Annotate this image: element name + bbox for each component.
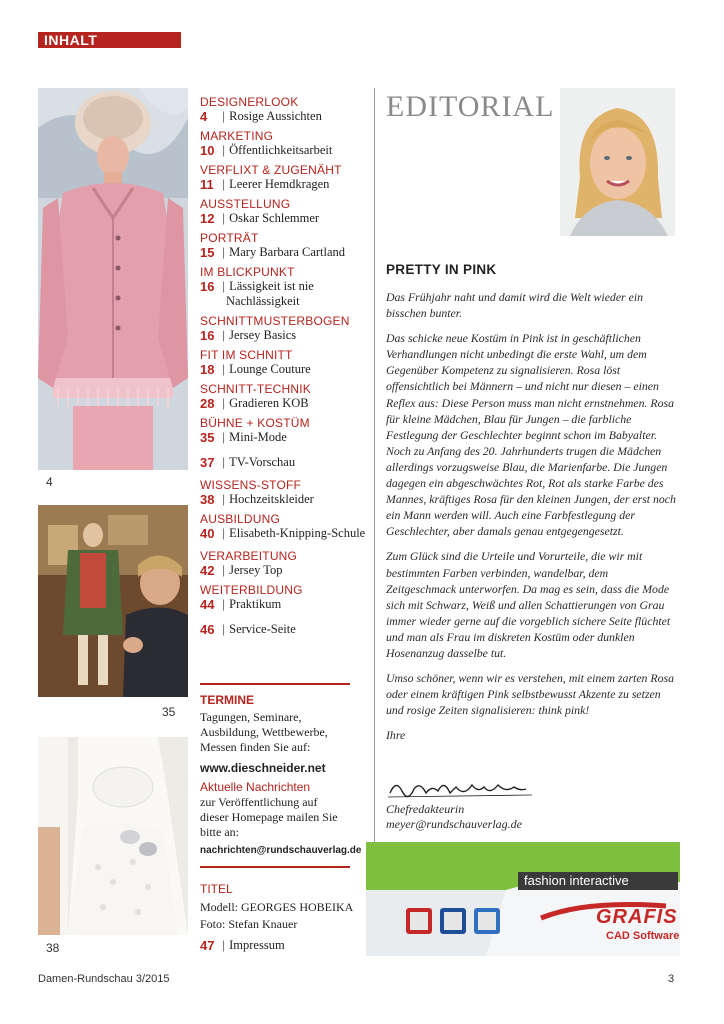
table-of-contents (200, 95, 370, 642)
toc-category: SCHNITTMUSTERBOGEN (200, 314, 350, 328)
paragraph: Das Frühjahr naht und damit wird die Welt wieder ein bisschen bunter. (386, 290, 644, 321)
toc-title: Gradieren KOB (229, 396, 309, 410)
toc-entry[interactable]: BÜHNE + KOSTÜM 35 | Mini-Mode (200, 416, 370, 445)
toc-entry[interactable]: SCHNITT-TECHNIK 28 | Gradieren KOB (200, 382, 370, 411)
paragraph: Zum Glück sind die Urteile und Vorurteile, die wir mit bestimmten Farben verbinden, wandelbar, dem Zeitgeschmack unterworfen. Da mag es sein, dass die Mode sich mit Schwarz, Weiß und allen Schattierungen von Grau immer wieder gerne auf die vorgeblich sichere Seite flüchtet und man als Frau im diskreten Kostüm oder dunklen Hosenanzug dasselbe tut. (386, 549, 671, 660)
toc-category: BÜHNE + KOSTÜM (200, 416, 310, 430)
editor-email-link[interactable]: meyer@rundschauverlag.de (386, 817, 523, 831)
toc-title: Mary Barbara Cartland (229, 245, 346, 259)
toc-title: Mini-Mode (229, 430, 287, 444)
toc-entry[interactable]: FIT IM SCHNITT 18 | Lounge Couture (200, 348, 370, 377)
toc-title: Lounge Couture (229, 362, 311, 376)
toc-category: PORTRÄT (200, 231, 259, 245)
editorial-headline: PRETTY IN PINK (386, 262, 497, 277)
toc-title-continued: Nachlässigkeit (226, 294, 300, 308)
toc-page-number: 42 (200, 563, 215, 578)
toc-category: SCHNITT-TECHNIK (200, 382, 311, 396)
titel-heading: TITEL (200, 882, 233, 896)
toc-category: WISSENS-STOFF (200, 478, 302, 492)
toc-page-number: 38 (200, 492, 215, 507)
news-text: zur Veröffentlichung auf dieser Homepage mailen Sie bitte an: (200, 795, 338, 839)
toc-page-number: 16 (200, 279, 215, 294)
toc-category: WEITERBILDUNG (200, 583, 303, 597)
toc-title: Öffentlichkeitsarbeit (229, 143, 333, 157)
titel-model: Modell: GEORGES HOBEIKA (200, 900, 354, 914)
toc-category: VERFLIXT & ZUGENÄHT (200, 163, 342, 177)
toc-title: Jersey Basics (229, 328, 297, 342)
toc-page-number: 37 (200, 455, 215, 470)
toc-entry[interactable]: AUSSTELLUNG 12 | Oskar Schlemmer (200, 197, 370, 226)
editor-role: Chefredakteurin (386, 802, 465, 816)
toc-page-number: 46 (200, 622, 215, 637)
toc-title: Jersey Top (229, 563, 283, 577)
toc-category: VERARBEITUNG (200, 549, 298, 563)
toc-title: Rosige Aussichten (229, 109, 322, 123)
ad-tagline: fashion interactive (518, 872, 678, 890)
toc-page-number: 12 (200, 211, 215, 226)
toc-entry[interactable]: 46 | Service-Seite (200, 622, 296, 637)
toc-title: Oskar Schlemmer (229, 211, 320, 225)
photo-editor-portrait (560, 88, 675, 236)
toc-entry[interactable]: PORTRÄT 15 | Mary Barbara Cartland (200, 231, 370, 260)
toc-entry[interactable]: IM BLICKPUNKT 16 | Lässigkeit ist nie Nachlässigkeit (200, 265, 370, 309)
termine-url-link[interactable]: www.dieschneider.net (200, 761, 326, 775)
toc-title: Leerer Hemdkragen (229, 177, 330, 191)
toc-page-number: 16 (200, 328, 215, 343)
toc-category: DESIGNERLOOK (200, 95, 299, 109)
news-email-link[interactable]: nachrichten@rundschauverlag.de (200, 845, 362, 856)
photo-page-number: 35 (162, 705, 176, 719)
toc-page-number: 35 (200, 430, 215, 445)
toc-entry[interactable]: VERARBEITUNG 42 | Jersey Top (200, 549, 370, 578)
paragraph: Ihre (386, 728, 406, 743)
section-label: INHALT (38, 32, 181, 48)
toc-entry[interactable]: 37 | TV-Vorschau (200, 455, 296, 470)
toc-title: Lässigkeit ist nie (229, 279, 314, 293)
termine-heading: TERMINE (200, 693, 254, 707)
toc-page-number: 28 (200, 396, 215, 411)
toc-title: Hochzeitskleider (229, 492, 314, 506)
divider (200, 866, 350, 868)
toc-entry[interactable]: WISSENS-STOFF 38 | Hochzeitskleider (200, 478, 370, 507)
ad-subtitle: CAD Software (606, 930, 680, 942)
toc-page-number: 15 (200, 245, 215, 260)
toc-page-number: 4 (200, 109, 208, 124)
photo-wedding-dress (38, 737, 188, 935)
column-divider (374, 88, 375, 848)
toc-page-number: 18 (200, 362, 215, 377)
termine-text: Tagungen, Seminare, Ausbildung, Wettbewerbe, Messen finden Sie auf: (200, 710, 328, 754)
toc-entry[interactable]: DESIGNERLOOK 4 | Rosige Aussichten (200, 95, 370, 124)
editor-signoff (386, 802, 522, 832)
toc-category: MARKETING (200, 129, 274, 143)
paragraph: Das schicke neue Kostüm in Pink ist in geschäftlichen Verhandlungen nicht unbedingt die erste Wahl, um dem Gegenüber Kompetenz zu signalisieren. Rosa löst offensichtlich bei Männern – und nicht nur diesen – einen Reflex aus: Diese Person muss man nicht ernstnehmen. Rosa für kleine Mädchen, Blau für Jungen – die farbliche Festlegung der Geschlechter beginnt schon im Babyalter. Noch zu Anfang des 20. Jahrhunderts trugen die Mädchen allerdings vorzugsweise Blau, die Marienfarbe. Die Jungen dagegen ein abgeschwächtes Rot, Rot als starke Farbe des Mannes, kräftiges Rosa für den kleinen Jungen, der erst noch ein Mann werden will. Auch eine Farbfestlegung der Geschlechter, aber damals genau entgegengesetzt. (386, 331, 676, 539)
toc-page-number: 11 (200, 177, 214, 192)
photo-page-number: 4 (46, 475, 53, 489)
photo-page-number: 38 (46, 941, 60, 955)
toc-title: TV-Vorschau (229, 455, 296, 469)
footer-issue: Damen-Rundschau 3/2015 (38, 973, 170, 985)
toc-title: Service-Seite (229, 622, 296, 636)
ad-brand: GRAFIS (596, 906, 678, 928)
toc-entry[interactable]: MARKETING 10 | Öffentlichkeitsarbeit (200, 129, 370, 158)
toc-category: AUSSTELLUNG (200, 197, 291, 211)
divider (200, 683, 350, 685)
toc-entry[interactable]: WEITERBILDUNG 44 | Praktikum (200, 583, 370, 612)
toc-title: Impressum (229, 938, 285, 952)
toc-page-number: 10 (200, 143, 215, 158)
advertisement-banner[interactable] (366, 842, 680, 956)
footer-page-number: 3 (668, 973, 675, 985)
toc-title: Praktikum (229, 597, 282, 611)
toc-entry[interactable]: AUSBILDUNG 40 | Elisabeth-Knipping-Schule (200, 512, 370, 541)
toc-entry[interactable]: VERFLIXT & ZUGENÄHT 11 | Leerer Hemdkragen (200, 163, 370, 192)
editorial-body (386, 289, 678, 752)
toc-title: Elisabeth-Knipping-Schule (229, 526, 366, 540)
toc-entry[interactable]: SCHNITTMUSTERBOGEN 16 | Jersey Basics (200, 314, 370, 343)
titel-foto: Foto: Stefan Knauer (200, 917, 298, 931)
editorial-title: EDITORIAL (386, 90, 555, 123)
news-heading: Aktuelle Nachrichten (200, 780, 311, 794)
photo-costume-figure (38, 505, 188, 697)
toc-entry-impressum[interactable]: 47 | Impressum (200, 938, 285, 953)
toc-category: FIT IM SCHNITT (200, 348, 293, 362)
toc-category: AUSBILDUNG (200, 512, 281, 526)
toc-page-number: 44 (200, 597, 215, 612)
toc-category: IM BLICKPUNKT (200, 265, 295, 279)
toc-page-number: 47 (200, 938, 215, 953)
photo-pink-suit (38, 88, 188, 470)
paragraph: Umso schöner, wenn wir es verstehen, mit einem zarten Rosa oder einem kräftigen Pink selbstbewusst Akzente zu setzen und rosige Zeiten signalisieren: think pink! (386, 671, 675, 718)
toc-page-number: 40 (200, 526, 215, 541)
